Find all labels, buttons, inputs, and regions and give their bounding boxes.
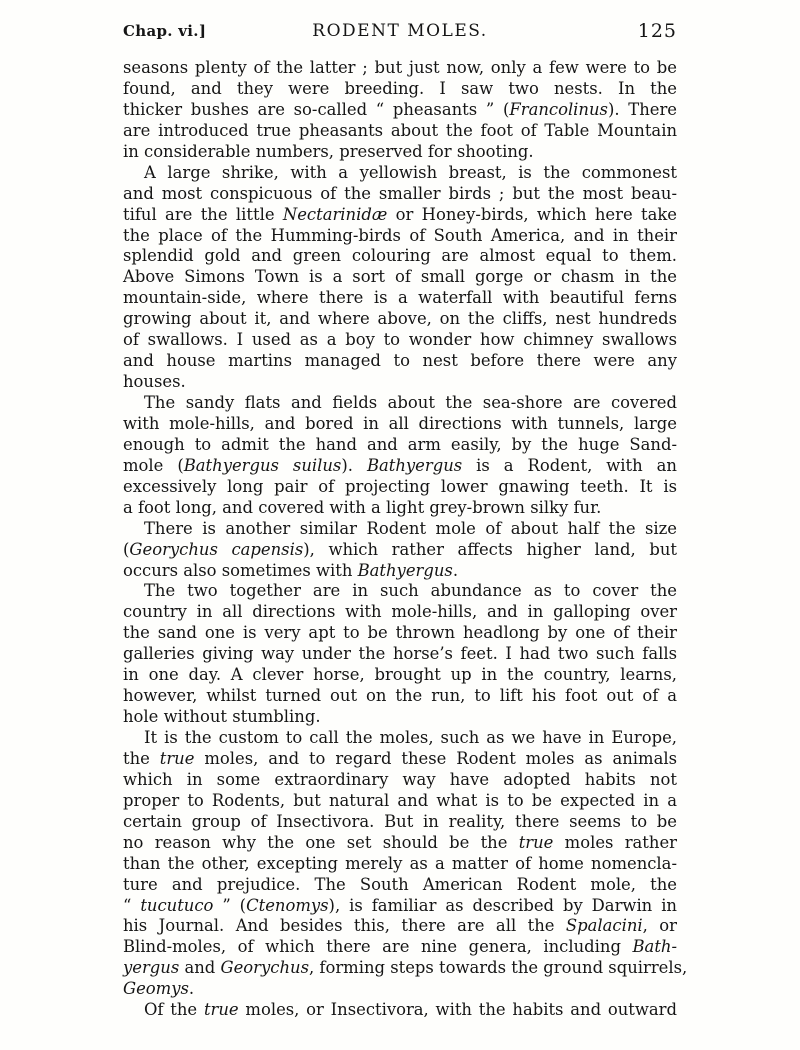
text-run: tiful are the little [123,204,283,224]
text-line [123,414,677,435]
text-line [123,1000,677,1021]
italic-term: Bath- [632,937,677,957]
text-line [123,896,677,917]
italic-term: Ctenomys [246,895,329,915]
text-run: The two together are in such abundance as to cover the [144,581,677,601]
text-line [123,581,677,602]
text-run: ), which rather affects higher land, but [303,539,677,559]
text-run: mountain-side, where there is a waterfall with beautiful ferns [123,288,677,308]
text-line [123,456,677,477]
text-line [123,602,677,623]
text-line [123,226,677,247]
text-run: found, and they were breeding. I saw two nests. In the [123,78,677,98]
text-run: is a Rodent, with an [462,455,677,475]
text-line [123,309,677,330]
text-run: The sandy flats and fields about the sea-shore are covered [144,393,677,412]
text-line [123,288,677,309]
running-title: RODENT MOLES. [312,21,488,41]
text-run: ). There [607,99,677,119]
text-run: moles, or Insectivora, with the habits and outward [238,1000,677,1020]
italic-term: Georychus capensis [129,539,304,559]
text-run: ). [341,455,367,475]
text-line [123,561,677,582]
text-line [123,623,677,644]
text-run: hole without stumbling. [123,707,321,727]
text-line [123,916,677,937]
text-run: Of the [144,1000,204,1020]
text-line [123,707,677,728]
text-run: country in all directions with mole-hills, and in galloping over [123,602,677,622]
text-line [123,749,677,770]
text-line [123,372,677,393]
text-line [123,205,677,226]
text-run: of swallows. I used as a boy to wonder how chimney swallows [123,330,677,350]
text-line [123,477,677,498]
text-run: thicker bushes are so-called “ pheasants ” ( [123,99,510,119]
text-run: moles rather [553,832,677,852]
text-run: ture and prejudice. The South American Rodent mole, the [123,874,677,894]
text-run: a foot long, and covered with a light grey-brown silky fur. [123,497,602,517]
text-line [123,58,677,79]
italic-term: Spalacini [565,916,643,936]
text-run: galleries giving way under the horse’s feet. I had two such falls [123,644,677,664]
page-number: 125 [637,20,677,42]
text-line [123,330,677,351]
text-run: and most conspicuous of the smaller birds ; but the most beau- [123,183,677,203]
text-run: growing about it, and where above, on the cliffs, nest hundreds [123,309,677,329]
text-run: or Honey-birds, which here take [387,204,677,224]
text-run: however, whilst turned out on the run, to lift his foot out of a [123,686,677,706]
text-run: with mole-hills, and bored in all directions with tunnels, large [123,413,677,433]
text-line [123,351,677,372]
text-line [123,686,677,707]
text-run: the sand one is very apt to be thrown headlong by one of their [123,623,677,643]
text-run: ( [123,539,130,559]
text-line [123,184,677,205]
text-run: enough to admit the hand and arm easily, by the huge Sand- [123,434,677,454]
text-line [123,644,677,665]
text-run: , forming steps towards the ground squirrels, [308,958,688,978]
text-run: moles, and to regard these Rodent moles as animals [194,748,677,768]
text-line [123,833,677,854]
text-line [123,79,677,100]
text-run: Blind-moles, of which there are nine genera, including [123,937,633,957]
italic-term: Georychus [220,958,309,978]
italic-term: true [518,832,554,852]
italic-term: Nectarinidæ [282,204,388,224]
text-run: It is the custom to call the moles, such as we have in Europe, [144,728,677,747]
text-run: , or [642,916,677,936]
text-run: proper to Rodents, but natural and what is to be expected in a [123,790,677,810]
italic-term: true [159,748,195,768]
text-line [123,728,677,749]
text-line [123,498,677,519]
italic-term: Geomys [123,979,189,999]
text-line [123,937,677,958]
text-run: his Journal. And besides this, there are all the [123,916,566,936]
text-run: mole ( [123,455,184,475]
text-run: no reason why the one set should be the [123,832,519,852]
text-run: excessively long pair of projecting lower gnawing teeth. It is [123,476,677,496]
text-line [123,791,677,812]
text-run: houses. [123,372,186,392]
text-run: occurs also sometimes with [123,560,358,580]
text-run: the place of the Humming-birds of South America, and in their [123,225,677,245]
text-line [123,142,677,163]
italic-term: true [203,1000,239,1020]
text-line [123,979,677,1000]
italic-term: Francolinus [509,99,608,119]
italic-term: Bathyergus [357,560,453,580]
text-line [123,393,677,414]
text-line [123,163,677,184]
text-run: ), is familiar as described by Darwin in [328,895,677,915]
text-run: splendid gold and green colouring are almost equal to them. [123,246,677,266]
text-run: seasons plenty of the latter ; but just now, only a few were to be [123,58,677,77]
text-line [123,958,688,979]
text-line [123,540,677,561]
text-run: than the other, excepting merely as a matter of home nomencla- [123,853,677,873]
text-line [123,267,677,288]
italic-term: yergus [123,958,180,978]
text-run: “ [123,895,141,915]
italic-term: Bathyergus [366,455,463,475]
text-run: certain group of Insectivora. But in reality, there seems to be [123,811,677,831]
text-run: . [188,979,195,999]
text-run: which in some extraordinary way have adopted habits not [123,769,677,789]
text-line [123,121,677,142]
italic-term: Bathyergus suilus [183,455,342,475]
chapter-label: Chap. vi.] [123,22,207,40]
body-text [123,58,688,1021]
text-run: ” ( [213,895,247,915]
text-line [123,519,677,540]
text-run: Above Simons Town is a sort of small gorge or chasm in the [123,267,677,287]
running-header [123,20,677,44]
text-line [123,665,677,686]
text-line [123,854,677,875]
text-run: and house martins managed to nest before there were any [123,351,677,371]
text-line [123,875,677,896]
text-line [123,435,677,456]
text-line [123,812,677,833]
text-line [123,770,677,791]
text-run: in one day. A clever horse, brought up in the country, learns, [123,665,677,685]
text-run: in considerable numbers, preserved for shooting. [123,141,534,161]
text-run: A large shrike, with a yellowish breast, is the commonest [144,162,677,182]
text-line [123,100,677,121]
text-run: are introduced true pheasants about the foot of Table Mountain [123,120,677,140]
text-run: the [123,748,160,768]
text-run: There is another similar Rodent mole of about half the size [144,518,677,538]
italic-term: tucutuco [140,895,214,915]
text-line [123,246,677,267]
text-run: and [179,958,221,978]
text-run: . [452,560,459,580]
